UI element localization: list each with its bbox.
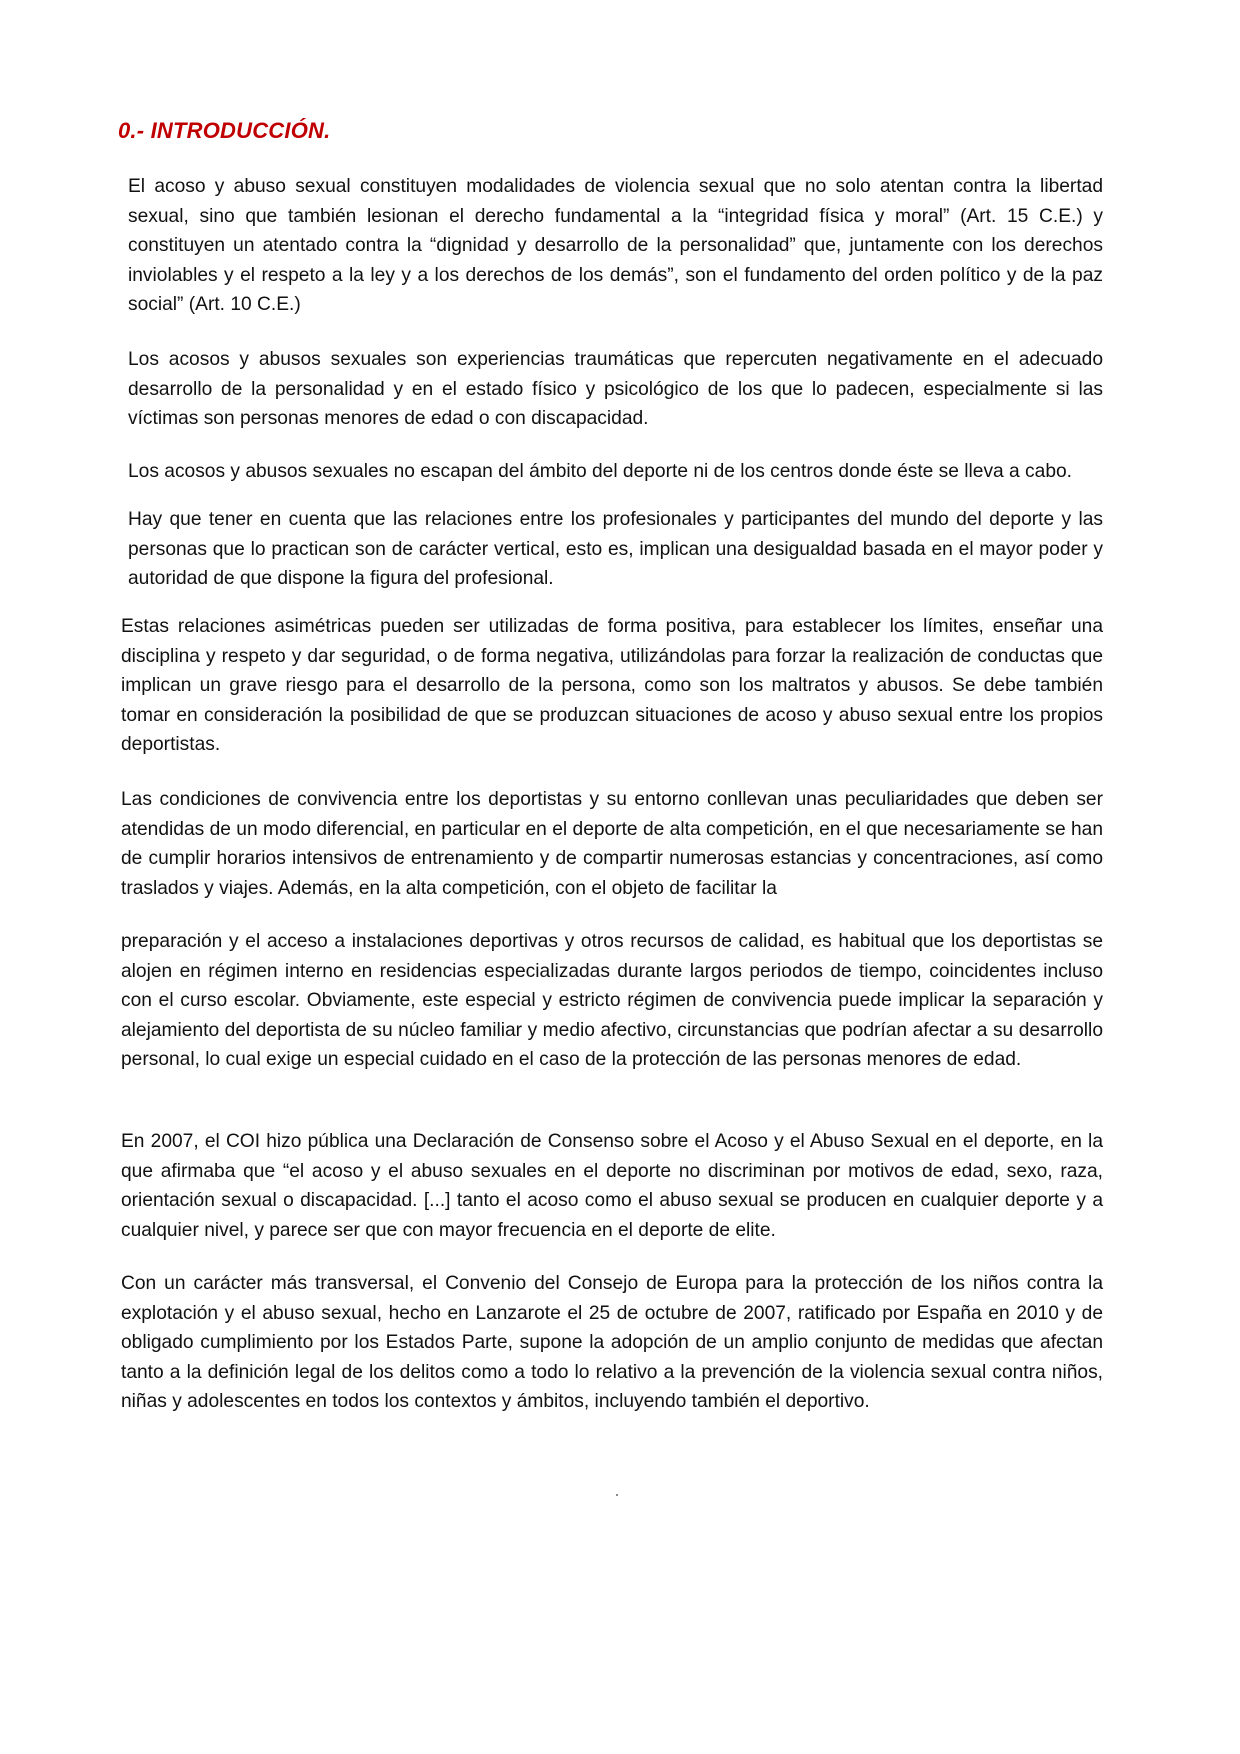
scan-artifact-dot	[616, 1494, 618, 1496]
paragraph-vertical-relations: Hay que tener en cuenta que las relaciones entre los profesionales y participantes del mundo del deporte y las personas que lo practican son de carácter vertical, esto es, implican una desigualdad basada en el mayor poder y autoridad de que dispone la figura del profesional.	[128, 509, 1103, 589]
section-heading: 0.- INTRODUCCIÓN.	[118, 118, 331, 143]
paragraph-ioc-declaration: En 2007, el COI hizo pública una Declaración de Consenso sobre el Acoso y el Abuso Sexual en el deporte, en la que afirmaba que “el acoso y el abuso sexuales en el deporte no discriminan por motivos de edad, sexo, raza, orientación sexual o discapacidad. [...] tanto el acoso como el abuso sexual se producen en cualquier deporte y a cualquier nivel, y parece ser que con mayor frecuencia en el deporte de elite.	[121, 1131, 1103, 1241]
paragraph-coexistence-continued: preparación y el acceso a instalaciones deportivas y otros recursos de calidad, es habitual que los deportistas se alojen en régimen interno en residencias especializadas durante largos periodos de tiempo, coincidentes incluso con el curso escolar. Obviamente, este especial y estricto régimen de convivencia puede implicar la separación y alejamiento del deportista de su núcleo familiar y medio afectivo, circunstancias que podrían afectar a su desarrollo personal, lo cual exige un especial cuidado en el caso de la protección de las personas menores de edad.	[121, 931, 1103, 1070]
paragraph-coexistence-conditions: Las condiciones de convivencia entre los deportistas y su entorno conllevan unas peculiaridades que deben ser atendidas de un modo diferencial, en particular en el deporte de alta competición, en el que necesariamente se han de cumplir horarios intensivos de entrenamiento y de compartir numerosas estancias y concentraciones, así como traslados y viajes. Además, en la alta competición, con el objeto de facilitar la	[121, 789, 1103, 899]
paragraph-sport-scope: Los acosos y abusos sexuales no escapan del ámbito del deporte ni de los centros donde éste se lleva a cabo.	[128, 461, 1072, 482]
paragraph-asymmetric-relations: Estas relaciones asimétricas pueden ser utilizadas de forma positiva, para establecer los límites, enseñar una disciplina y respeto y dar seguridad, o de forma negativa, utilizándolas para forzar la realización de conductas que implican un grave riesgo para el desarrollo de la persona, como son los maltratos y abusos. Se debe también tomar en consideración la posibilidad de que se produzcan situaciones de acoso y abuso sexual entre los propios deportistas.	[121, 616, 1103, 755]
paragraph-traumatic-experiences: Los acosos y abusos sexuales son experiencias traumáticas que repercuten negativamente en el adecuado desarrollo de la personalidad y en el estado físico y psicológico de los que lo padecen, especialmente si las víctimas son personas menores de edad o con discapacidad.	[128, 349, 1103, 429]
paragraph-constitutional-rights: El acoso y abuso sexual constituyen modalidades de violencia sexual que no solo atentan contra la libertad sexual, sino que también lesionan el derecho fundamental a la “integridad física y moral” (Art. 15 C.E.) y constituyen un atentado contra la “dignidad y desarrollo de la personalidad” que, juntamente con los derechos inviolables y el respeto a la ley y a los derechos de los demás”, son el fundamento del orden político y de la paz social” (Art. 10 C.E.)	[128, 176, 1103, 315]
paragraph-lanzarote-convention: Con un carácter más transversal, el Convenio del Consejo de Europa para la protección de los niños contra la explotación y el abuso sexual, hecho en Lanzarote el 25 de octubre de 2007, ratificado por España en 2010 y de obligado cumplimiento por los Estados Parte, supone la adopción de un amplio conjunto de medidas que afectan tanto a la definición legal de los delitos como a todo lo relativo a la prevención de la violencia sexual contra niños, niñas y adolescentes en todos los contextos y ámbitos, incluyendo también el deportivo.	[121, 1273, 1103, 1412]
